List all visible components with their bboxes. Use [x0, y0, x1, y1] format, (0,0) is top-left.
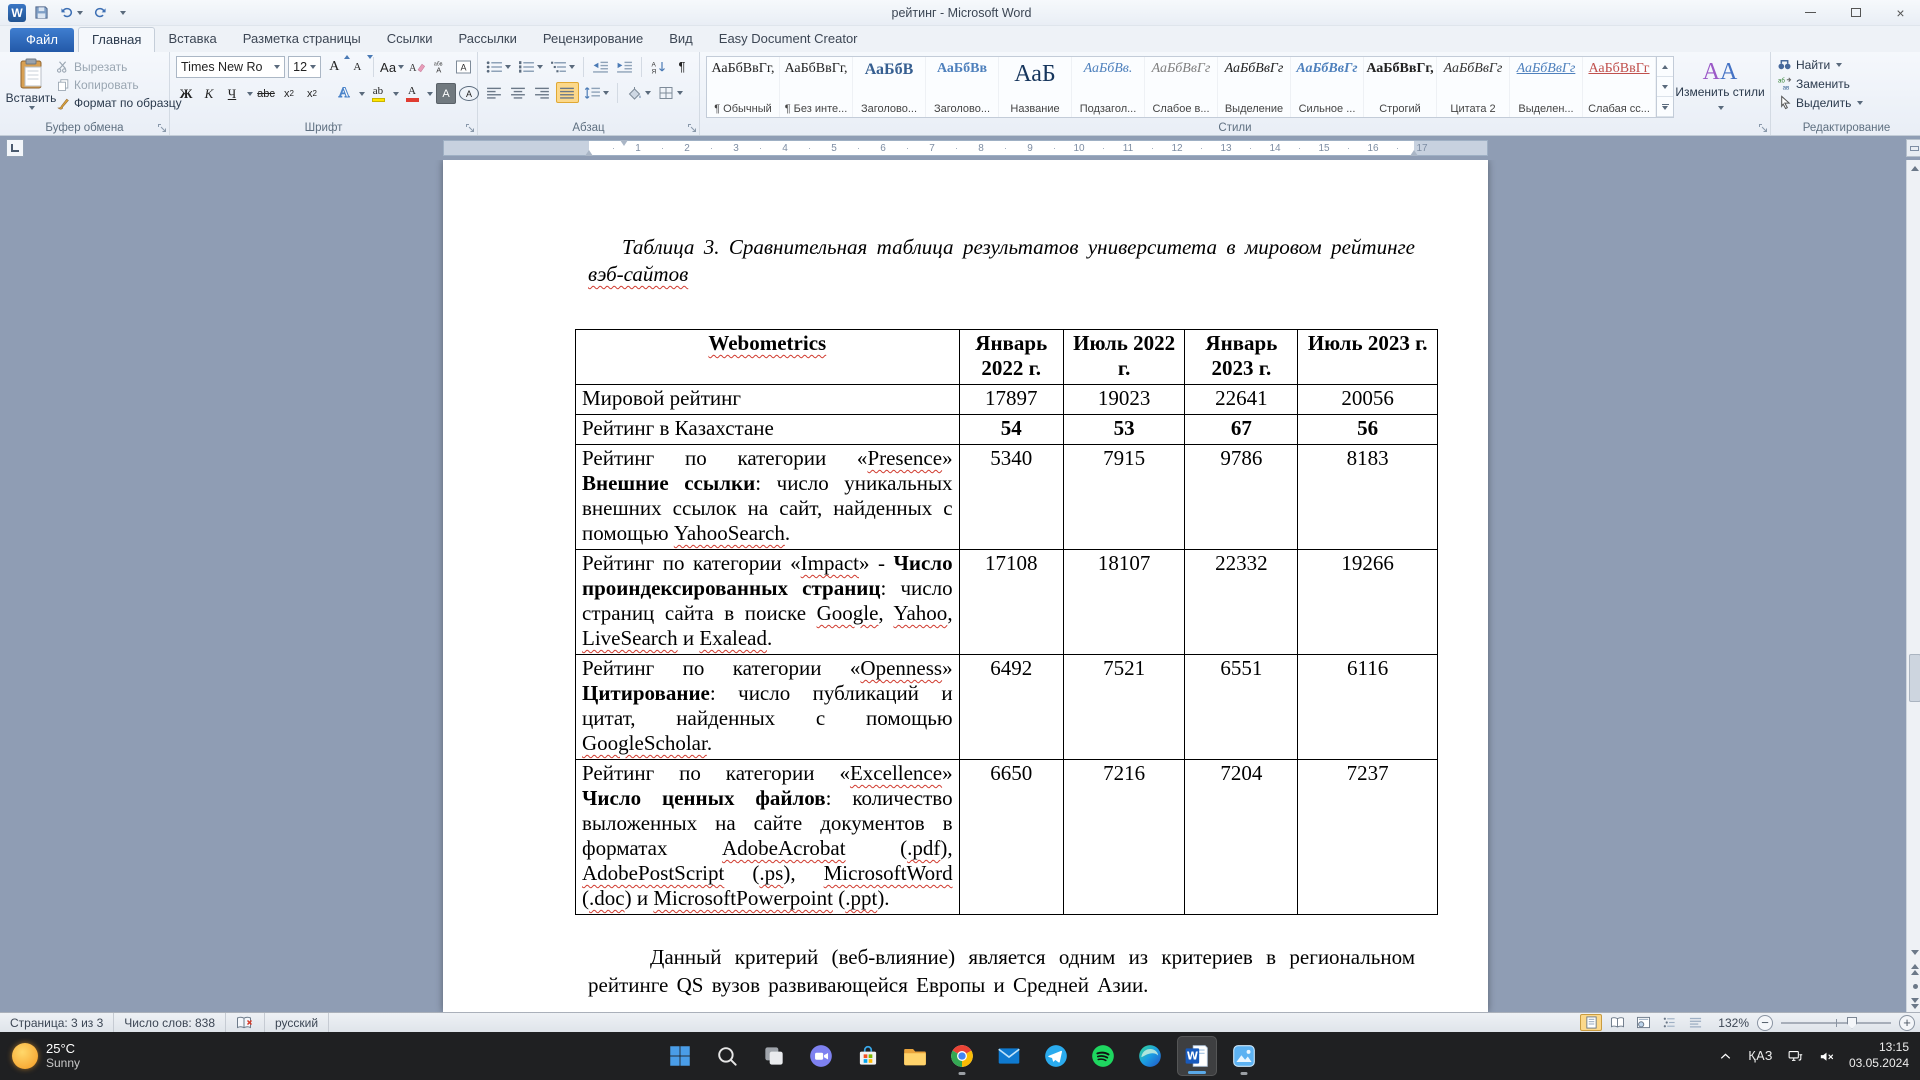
title-bar — [0, 0, 1920, 26]
styles-gallery — [707, 57, 1656, 117]
table-row — [576, 385, 1438, 415]
web-layout-view-button[interactable] — [1632, 1014, 1654, 1031]
svg-text:абв: абв — [433, 61, 443, 68]
spotify-icon — [1090, 1043, 1116, 1069]
paragraph-dialog-launcher[interactable] — [687, 123, 697, 133]
vertical-scrollbar[interactable] — [1906, 160, 1920, 1012]
zoom-slider-thumb[interactable] — [1847, 1017, 1857, 1029]
paragraph-group-label: Абзац — [572, 122, 605, 134]
zoom-in-button[interactable]: + — [1899, 1015, 1915, 1031]
taskbar-file-explorer-icon[interactable] — [895, 1036, 935, 1076]
ruler-number: 17 — [1416, 143, 1428, 154]
align-right-button[interactable] — [532, 82, 553, 103]
styles-gallery-scroll — [1656, 57, 1673, 117]
tray-overflow-button[interactable] — [1717, 1048, 1734, 1065]
enclose-characters-icon — [455, 60, 472, 74]
style-item[interactable]: АаБбВвГг Выделение — [1218, 57, 1291, 117]
table-value-cell[interactable]: 56 — [1298, 415, 1438, 445]
table-value-cell[interactable]: 9786 — [1185, 445, 1298, 550]
svg-text:Я: Я — [651, 68, 657, 74]
group-clipboard — [0, 52, 182, 135]
shading-button[interactable] — [624, 82, 653, 103]
taskbar-word-icon[interactable] — [1177, 1036, 1217, 1076]
font-color-button[interactable]: А — [402, 83, 422, 104]
taskbar-photos-icon[interactable] — [1224, 1036, 1264, 1076]
table-value-cell[interactable]: 54 — [959, 415, 1063, 445]
undo-button[interactable] — [57, 4, 85, 21]
table-desc-cell[interactable]: Рейтинг по категории «Presence» Внешние ссылки: число уникальных внешних ссылок на сайт, найденных с помощью YahooSearch. — [576, 445, 960, 550]
weather-widget[interactable] — [0, 1041, 340, 1071]
table-caption: Таблица 3. Сравнительная таблица результатов университета в мировом рейтинге вэб-сайтов — [588, 235, 1415, 286]
table-header-cell[interactable]: Июль 2022 г. — [1063, 330, 1185, 385]
outline-view-icon — [1662, 1016, 1677, 1029]
tab-главная[interactable]: Главная — [78, 27, 155, 52]
ruler-number: 6 — [880, 143, 886, 154]
bullets-button[interactable] — [484, 56, 513, 77]
word-count[interactable]: Число слов: 838 — [114, 1013, 226, 1032]
group-font — [170, 52, 478, 135]
change-styles-button[interactable]: АА Изменить стили — [1674, 56, 1766, 118]
paste-button[interactable] — [6, 56, 56, 118]
table-value-cell[interactable]: 7204 — [1185, 760, 1298, 915]
table-value-cell[interactable]: 8183 — [1298, 445, 1438, 550]
tab-file[interactable]: Файл — [10, 28, 74, 52]
misspelled-word: вэб-сайтов — [588, 262, 689, 286]
bullets-icon — [486, 60, 503, 74]
window-title: рейтинг - Microsoft Word — [891, 5, 1032, 20]
align-center-icon — [510, 86, 527, 100]
taskbar-spotify-icon[interactable] — [1083, 1036, 1123, 1076]
table-header-cell[interactable]: Январь 2022 г. — [959, 330, 1063, 385]
tab-stop-selector[interactable] — [6, 139, 24, 157]
style-item[interactable]: АаБ Название — [999, 57, 1072, 117]
svg-text:А: А — [408, 62, 416, 74]
sort-icon — [650, 60, 667, 74]
table-value-cell[interactable]: 6551 — [1185, 655, 1298, 760]
qat-customize-button[interactable] — [116, 10, 128, 16]
table-value-cell[interactable]: 17108 — [959, 550, 1063, 655]
multilevel-list-icon — [550, 60, 567, 74]
table-header-cell[interactable]: Webometrics — [576, 330, 960, 385]
tab-easy-document-creator[interactable]: Easy Document Creator — [718, 31, 858, 46]
taskbar-icons — [660, 1036, 1264, 1076]
phonetic-guide-button[interactable] — [430, 57, 450, 78]
running-indicator — [1240, 1072, 1247, 1075]
table-desc-cell[interactable]: Рейтинг по категории «Impact» - Число проиндексированных страниц: число страниц сайта в поиске Google, Yahoo, LiveSearch и Exalead. — [576, 550, 960, 655]
underline-button[interactable]: Ч — [227, 85, 237, 101]
font-dialog-launcher[interactable] — [465, 123, 475, 133]
svg-text:А: А — [651, 61, 656, 68]
decrease-indent-button[interactable] — [590, 56, 611, 77]
search-icon — [714, 1043, 740, 1069]
replace-button[interactable]: аб ав Заменить — [1777, 76, 1850, 91]
styles-scroll-up-button[interactable] — [1657, 57, 1673, 77]
numbering-icon — [518, 60, 535, 74]
scroll-up-button[interactable] — [1907, 160, 1920, 177]
table-row — [576, 445, 1438, 550]
ruler-number: 7 — [929, 143, 935, 154]
clipboard-dialog-launcher[interactable] — [157, 123, 167, 133]
justify-icon — [559, 86, 576, 100]
minimize-button[interactable] — [1788, 0, 1833, 25]
zoom-slider[interactable] — [1781, 1022, 1891, 1024]
highlight-button[interactable]: ab — [368, 83, 388, 104]
taskbar-edge-icon[interactable] — [1130, 1036, 1170, 1076]
svg-text:ав: ав — [1782, 84, 1790, 91]
taskbar-chat-icon[interactable] — [801, 1036, 841, 1076]
ruler-number: 16 — [1367, 143, 1379, 154]
zoom-level[interactable]: 132% — [1718, 1015, 1749, 1030]
running-indicator — [958, 1072, 965, 1075]
clear-formatting-icon — [409, 60, 426, 74]
styles-group-label: Стили — [1218, 122, 1252, 134]
body-paragraph: Данный критерий (веб-влияние) является одним из критериев в региональном рейтинге QS вузов развивающейся Европы и Средней Азии. — [588, 945, 1415, 997]
running-indicator — [1188, 1071, 1206, 1074]
justify-button[interactable] — [556, 82, 579, 103]
ruler-number: 5 — [831, 143, 837, 154]
web-layout-icon — [1636, 1016, 1651, 1029]
print-layout-icon — [1584, 1016, 1599, 1029]
zoom-out-button[interactable]: − — [1757, 1015, 1773, 1031]
character-shading-button[interactable]: А — [436, 83, 456, 104]
table-value-cell[interactable]: 5340 — [959, 445, 1063, 550]
taskbar-task-view-icon[interactable] — [754, 1036, 794, 1076]
ribbon — [0, 52, 1920, 136]
left-indent-marker[interactable] — [585, 150, 593, 156]
highlight-arrow[interactable] — [393, 92, 399, 96]
table-desc-cell[interactable]: Мировой рейтинг — [576, 385, 960, 415]
taskbar-start-icon[interactable] — [660, 1036, 700, 1076]
undo-icon — [59, 5, 74, 20]
increase-indent-button[interactable] — [614, 56, 635, 77]
style-item[interactable]: АаБбВв Заголово... — [926, 57, 999, 117]
line-spacing-button[interactable] — [582, 82, 611, 103]
document-area — [0, 160, 1920, 1012]
style-item[interactable]: АаБбВвГг Слабое в... — [1145, 57, 1218, 117]
numbering-button[interactable] — [516, 56, 545, 77]
ruler-number: 9 — [1027, 143, 1033, 154]
bold-button[interactable]: Ж — [179, 85, 193, 101]
style-item[interactable]: АаБбВв. Подзагол... — [1072, 57, 1145, 117]
editing-group-label: Редактирование — [1802, 122, 1891, 134]
style-item[interactable]: АаБбВвГг, Строгий — [1364, 57, 1437, 117]
maximize-button[interactable] — [1833, 0, 1878, 25]
word-app-icon[interactable]: W — [8, 4, 26, 22]
superscript-button[interactable]: x 2 — [307, 87, 317, 100]
system-tray — [1717, 1040, 1920, 1071]
align-left-button[interactable] — [484, 82, 505, 103]
tab-разметка-страницы[interactable]: Разметка страницы — [242, 31, 361, 46]
taskbar-telegram-icon[interactable] — [1036, 1036, 1076, 1076]
change-styles-icon: АА — [1702, 59, 1738, 86]
doc-table[interactable] — [575, 329, 1438, 915]
ruler-number: 2 — [684, 143, 690, 154]
horizontal-ruler[interactable]: 1 · 2 · 3 · 4 · 5 · 6 · 7 · 8 · 9 · 10 · 11 · 12 · 13 · 14 · 15 · 16 · 17 · — [443, 140, 1488, 156]
undo-dropdown-arrow[interactable] — [77, 11, 83, 15]
redo-button[interactable] — [91, 4, 110, 21]
save-button[interactable] — [32, 4, 51, 21]
find-button[interactable]: Найти — [1777, 57, 1918, 72]
shrink-font-button[interactable]: А — [347, 57, 367, 78]
clear-formatting-button[interactable] — [407, 57, 427, 78]
strikethrough-button[interactable]: abc — [257, 87, 275, 100]
borders-icon — [658, 86, 675, 100]
table-value-cell[interactable]: 6116 — [1298, 655, 1438, 760]
table-desc-cell[interactable]: Рейтинг по категории «Openness» Цитирование: число публикаций и цитат, найденных с помощью GoogleScholar. — [576, 655, 960, 760]
qat-customize-arrow — [120, 11, 126, 15]
table-value-cell[interactable]: 19023 — [1063, 385, 1185, 415]
copy-button[interactable]: Копировать — [56, 78, 182, 92]
table-value-cell[interactable]: 17897 — [959, 385, 1063, 415]
style-item[interactable]: АаБбВвГг Слабая сс... — [1583, 57, 1656, 117]
table-header-cell[interactable]: Январь 2023 г. — [1185, 330, 1298, 385]
scrollbar-thumb[interactable] — [1909, 654, 1920, 702]
align-left-icon — [486, 86, 503, 100]
ruler-number: 1 — [635, 143, 641, 154]
change-case-button[interactable]: Аа — [380, 57, 404, 78]
ruler-toggle-button[interactable] — [1906, 139, 1920, 157]
table-value-cell[interactable]: 18107 — [1063, 550, 1185, 655]
save-icon — [34, 5, 49, 20]
redo-icon — [93, 5, 108, 20]
align-center-button[interactable] — [508, 82, 529, 103]
borders-button[interactable] — [656, 82, 685, 103]
shading-bucket-icon — [626, 86, 643, 100]
mail-icon — [996, 1043, 1022, 1069]
first-line-indent-marker[interactable] — [620, 140, 628, 146]
taskbar-mail-icon[interactable] — [989, 1036, 1029, 1076]
table-value-cell[interactable]: 6492 — [959, 655, 1063, 760]
font-group-label: Шрифт — [304, 122, 343, 134]
group-editing — [1771, 52, 1920, 135]
binoculars-icon — [1777, 57, 1792, 72]
style-item[interactable]: АаБбВвГг Цитата 2 — [1437, 57, 1510, 117]
style-item[interactable]: АаБбВ Заголово... — [853, 57, 926, 117]
previous-page-button[interactable] — [1907, 961, 1920, 978]
proofing-status-button[interactable] — [226, 1013, 265, 1032]
phonetic-guide-icon — [432, 60, 449, 74]
store-icon — [855, 1043, 881, 1069]
table-value-cell[interactable]: 7216 — [1063, 760, 1185, 915]
table-value-cell[interactable]: 20056 — [1298, 385, 1438, 415]
chat-icon — [808, 1043, 834, 1069]
status-bar — [0, 1012, 1920, 1032]
taskbar-chrome-icon[interactable] — [942, 1036, 982, 1076]
table-row — [576, 655, 1438, 760]
table-row — [576, 550, 1438, 655]
tab-ссылки[interactable]: Ссылки — [386, 31, 433, 46]
next-page-button[interactable] — [1907, 995, 1920, 1012]
tab-вид[interactable]: Вид — [669, 31, 693, 46]
styles-dialog-launcher[interactable] — [1758, 123, 1768, 133]
select-browse-object-button[interactable] — [1907, 978, 1920, 995]
taskbar — [0, 1032, 1920, 1080]
window-controls — [1788, 0, 1920, 25]
replace-icon — [1777, 76, 1792, 91]
font-color-arrow[interactable] — [427, 92, 433, 96]
format-painter-icon — [56, 96, 70, 110]
file-explorer-icon — [902, 1043, 928, 1069]
copy-icon — [56, 78, 70, 92]
weather-condition: Sunny — [46, 1056, 81, 1071]
taskbar-store-icon[interactable] — [848, 1036, 888, 1076]
text-effects-button[interactable]: A — [338, 85, 350, 101]
volume-muted-icon[interactable] — [1818, 1048, 1835, 1065]
draft-view-button[interactable] — [1684, 1014, 1706, 1031]
close-button[interactable]: × — [1896, 4, 1905, 21]
svg-text:А: А — [435, 65, 441, 74]
table-header-cell[interactable]: Июль 2023 г. — [1298, 330, 1438, 385]
text-effects-arrow[interactable] — [359, 92, 365, 96]
sort-button[interactable] — [648, 56, 669, 77]
task-view-icon — [761, 1043, 787, 1069]
style-item[interactable]: АаБбВвГг, ¶ Без инте... — [780, 57, 853, 117]
style-item[interactable]: АаБбВвГг Выделен... — [1510, 57, 1583, 117]
underline-dropdown-arrow[interactable] — [247, 92, 253, 96]
table-value-cell[interactable]: 22641 — [1185, 385, 1298, 415]
align-right-icon — [534, 86, 551, 100]
language-indicator[interactable]: русский — [265, 1013, 329, 1032]
clock[interactable]: 13:15 03.05.2024 — [1848, 1040, 1909, 1070]
grow-font-button[interactable]: А — [324, 57, 344, 78]
ruler-number: 13 — [1220, 143, 1232, 154]
group-paragraph — [478, 52, 700, 135]
ribbon-tabs — [78, 27, 871, 52]
table-value-cell[interactable]: 19266 — [1298, 550, 1438, 655]
paste-icon — [18, 58, 44, 90]
telegram-icon — [1043, 1043, 1069, 1069]
line-spacing-icon — [584, 86, 601, 100]
show-marks-button[interactable]: ¶ — [678, 59, 686, 74]
print-layout-view-button[interactable] — [1580, 1014, 1602, 1031]
styles-gallery-more-button[interactable] — [1657, 97, 1673, 117]
table-value-cell[interactable]: 7521 — [1063, 655, 1185, 760]
weather-temp: 25°C — [46, 1040, 76, 1056]
ribbon-tab-row — [0, 26, 1920, 52]
select-button[interactable]: Выделить — [1777, 95, 1918, 110]
styles-scroll-down-button[interactable] — [1657, 77, 1673, 97]
table-desc-cell[interactable]: Рейтинг по категории «Excellence» Число ценных файлов: количество выложенных на сайте документов в форматах AdobeAcrobat (.pdf), AdobePostScript (.ps), MicrosoftWord (.doc) и MicrosoftPowerpoint (.ppt). — [576, 760, 960, 915]
start-icon — [667, 1043, 693, 1069]
italic-button[interactable]: К — [204, 85, 214, 101]
ruler-number: 3 — [733, 143, 739, 154]
paste-dropdown-arrow[interactable] — [29, 106, 35, 110]
ruler-number: 14 — [1269, 143, 1281, 154]
table-value-cell[interactable]: 67 — [1185, 415, 1298, 445]
taskbar-search-icon[interactable] — [707, 1036, 747, 1076]
chrome-icon — [949, 1043, 975, 1069]
photos-icon — [1231, 1043, 1257, 1069]
ruler-number: 8 — [978, 143, 984, 154]
tab-вставка[interactable]: Вставка — [168, 31, 217, 46]
group-styles — [700, 52, 1771, 135]
ruler-number: 4 — [782, 143, 788, 154]
table-value-cell[interactable]: 7237 — [1298, 760, 1438, 915]
ruler-number: 11 — [1122, 143, 1134, 154]
document-page[interactable] — [443, 160, 1488, 1012]
page-indicator[interactable]: Страница: 3 из 3 — [0, 1013, 114, 1032]
outline-view-button[interactable] — [1658, 1014, 1680, 1031]
quick-access-toolbar — [0, 4, 128, 22]
ruler-number: 10 — [1073, 143, 1085, 154]
enclose-characters-button[interactable] — [453, 57, 473, 78]
svg-text:W: W — [1186, 1050, 1198, 1063]
svg-text:аб: аб — [1777, 77, 1785, 85]
table-header-row — [576, 330, 1438, 385]
fullscreen-reading-icon — [1610, 1016, 1625, 1029]
sun-icon — [12, 1043, 38, 1069]
table-value-cell[interactable]: 7915 — [1063, 445, 1185, 550]
ruler-number: 15 — [1318, 143, 1330, 154]
multilevel-list-button[interactable] — [548, 56, 577, 77]
svg-text:А: А — [459, 62, 467, 73]
paste-label: Вставить — [5, 91, 57, 105]
tab-рецензирование[interactable]: Рецензирование — [542, 31, 644, 46]
table-desc-cell[interactable]: Рейтинг в Казахстане — [576, 415, 960, 445]
enclose-character-button[interactable]: А — [459, 86, 479, 101]
format-painter-button[interactable]: Формат по образцу — [56, 96, 182, 110]
proofing-error-icon — [236, 1016, 254, 1030]
ruler-row — [0, 136, 1920, 160]
table-value-cell[interactable]: 22332 — [1185, 550, 1298, 655]
fullscreen-reading-view-button[interactable] — [1606, 1014, 1628, 1031]
tab-рассылки[interactable]: Рассылки — [458, 31, 517, 46]
subscript-button[interactable]: x 2 — [284, 87, 294, 100]
edge-icon — [1137, 1043, 1163, 1069]
word-icon — [1184, 1043, 1210, 1069]
decrease-indent-icon — [592, 60, 609, 74]
clipboard-group-label: Буфер обмена — [45, 122, 124, 134]
network-icon[interactable] — [1787, 1048, 1804, 1065]
ruler-number: 12 — [1171, 143, 1183, 154]
font-family-select[interactable]: Times New Ro — [176, 56, 285, 78]
scissors-icon — [56, 60, 70, 74]
table-value-cell[interactable]: 53 — [1063, 415, 1185, 445]
draft-view-icon — [1688, 1016, 1703, 1029]
table-row — [576, 760, 1438, 915]
keyboard-language[interactable]: ҚАЗ — [1748, 1049, 1773, 1063]
font-size-select[interactable]: 12 — [288, 56, 321, 78]
select-cursor-icon — [1777, 95, 1792, 110]
cut-button[interactable]: Вырезать — [56, 60, 182, 74]
table-value-cell[interactable]: 6650 — [959, 760, 1063, 915]
increase-indent-icon — [616, 60, 633, 74]
scroll-down-button[interactable] — [1907, 944, 1920, 961]
style-item[interactable]: АаБбВвГг Сильное ... — [1291, 57, 1364, 117]
table-row — [576, 415, 1438, 445]
style-item[interactable]: АаБбВвГг, ¶ Обычный — [707, 57, 780, 117]
